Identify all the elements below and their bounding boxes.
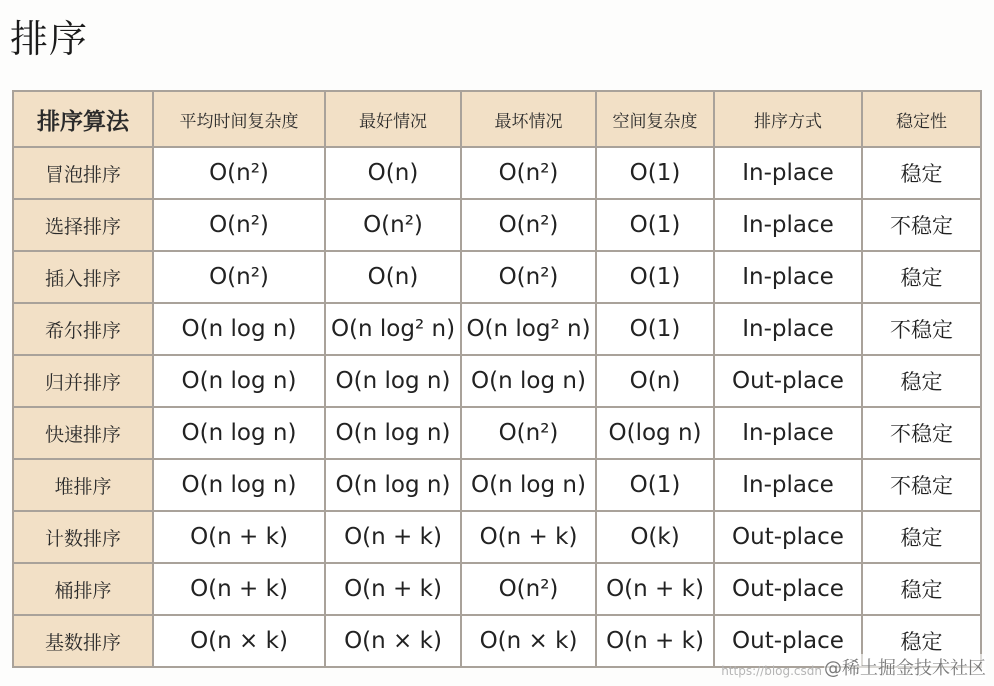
- page-title: 排序: [10, 17, 89, 61]
- header-cell: 平均时间复杂度: [153, 91, 325, 147]
- best-case: O(n): [325, 147, 461, 199]
- sort-method: Out-place: [714, 563, 862, 615]
- table-row: [13, 147, 981, 199]
- algorithm-name: 希尔排序: [13, 303, 153, 355]
- stability: 不稳定: [862, 459, 981, 511]
- best-case: O(n + k): [325, 511, 461, 563]
- best-case: O(n log n): [325, 459, 461, 511]
- algorithm-name: 快速排序: [13, 407, 153, 459]
- sort-method: Out-place: [714, 615, 862, 667]
- worst-case: O(n²): [461, 199, 596, 251]
- algorithm-name: 选择排序: [13, 199, 153, 251]
- table-row: [13, 199, 981, 251]
- space-complexity: O(log n): [596, 407, 714, 459]
- sort-method: In-place: [714, 199, 862, 251]
- table-row: [13, 459, 981, 511]
- sort-method: In-place: [714, 407, 862, 459]
- header-row: [13, 91, 981, 147]
- sort-method: In-place: [714, 459, 862, 511]
- worst-case: O(n²): [461, 147, 596, 199]
- average-time: O(n²): [153, 251, 325, 303]
- stability: 稳定: [862, 251, 981, 303]
- sort-method: In-place: [714, 251, 862, 303]
- space-complexity: O(1): [596, 251, 714, 303]
- stability: 稳定: [862, 511, 981, 563]
- worst-case: O(n + k): [461, 511, 596, 563]
- best-case: O(n log n): [325, 355, 461, 407]
- header-cell: 排序算法: [13, 91, 153, 147]
- stability: 稳定: [862, 147, 981, 199]
- space-complexity: O(n + k): [596, 615, 714, 667]
- space-complexity: O(k): [596, 511, 714, 563]
- best-case: O(n): [325, 251, 461, 303]
- worst-case: O(n log² n): [461, 303, 596, 355]
- best-case: O(n + k): [325, 563, 461, 615]
- average-time: O(n log n): [153, 303, 325, 355]
- sort-method: Out-place: [714, 511, 862, 563]
- table-row: [13, 511, 981, 563]
- table-row: [13, 251, 981, 303]
- table-row: [13, 355, 981, 407]
- algorithm-name: 计数排序: [13, 511, 153, 563]
- table-row: [13, 563, 981, 615]
- average-time: O(n + k): [153, 511, 325, 563]
- worst-case: O(n²): [461, 407, 596, 459]
- best-case: O(n × k): [325, 615, 461, 667]
- sort-method: In-place: [714, 303, 862, 355]
- sorting-complexity-table: [12, 90, 982, 668]
- average-time: O(n log n): [153, 407, 325, 459]
- table-row: [13, 407, 981, 459]
- stability: 不稳定: [862, 303, 981, 355]
- header-cell: 空间复杂度: [596, 91, 714, 147]
- sort-method: In-place: [714, 147, 862, 199]
- algorithm-name: 基数排序: [13, 615, 153, 667]
- algorithm-name: 桶排序: [13, 563, 153, 615]
- worst-case: O(n log n): [461, 459, 596, 511]
- algorithm-name: 插入排序: [13, 251, 153, 303]
- average-time: O(n²): [153, 147, 325, 199]
- stability: 不稳定: [862, 407, 981, 459]
- worst-case: O(n log n): [461, 355, 596, 407]
- average-time: O(n + k): [153, 563, 325, 615]
- space-complexity: O(n + k): [596, 563, 714, 615]
- worst-case: O(n × k): [461, 615, 596, 667]
- algorithm-name: 堆排序: [13, 459, 153, 511]
- stability: 稳定: [862, 563, 981, 615]
- table-row: [13, 303, 981, 355]
- worst-case: O(n²): [461, 251, 596, 303]
- algorithm-name: 冒泡排序: [13, 147, 153, 199]
- space-complexity: O(1): [596, 199, 714, 251]
- space-complexity: O(n): [596, 355, 714, 407]
- average-time: O(n²): [153, 199, 325, 251]
- watermark-url: https://blog.csdn: [721, 664, 822, 678]
- best-case: O(n²): [325, 199, 461, 251]
- header-cell: 排序方式: [714, 91, 862, 147]
- stability: 不稳定: [862, 199, 981, 251]
- worst-case: O(n²): [461, 563, 596, 615]
- header-cell: 最好情况: [325, 91, 461, 147]
- stability: 稳定: [862, 615, 981, 667]
- header-cell: 稳定性: [862, 91, 981, 147]
- space-complexity: O(1): [596, 147, 714, 199]
- watermark: @稀土掘金技术社区: [824, 654, 986, 680]
- algorithm-name: 归并排序: [13, 355, 153, 407]
- average-time: O(n × k): [153, 615, 325, 667]
- sort-method: Out-place: [714, 355, 862, 407]
- best-case: O(n log² n): [325, 303, 461, 355]
- average-time: O(n log n): [153, 355, 325, 407]
- best-case: O(n log n): [325, 407, 461, 459]
- space-complexity: O(1): [596, 459, 714, 511]
- header-cell: 最坏情况: [461, 91, 596, 147]
- average-time: O(n log n): [153, 459, 325, 511]
- stability: 稳定: [862, 355, 981, 407]
- space-complexity: O(1): [596, 303, 714, 355]
